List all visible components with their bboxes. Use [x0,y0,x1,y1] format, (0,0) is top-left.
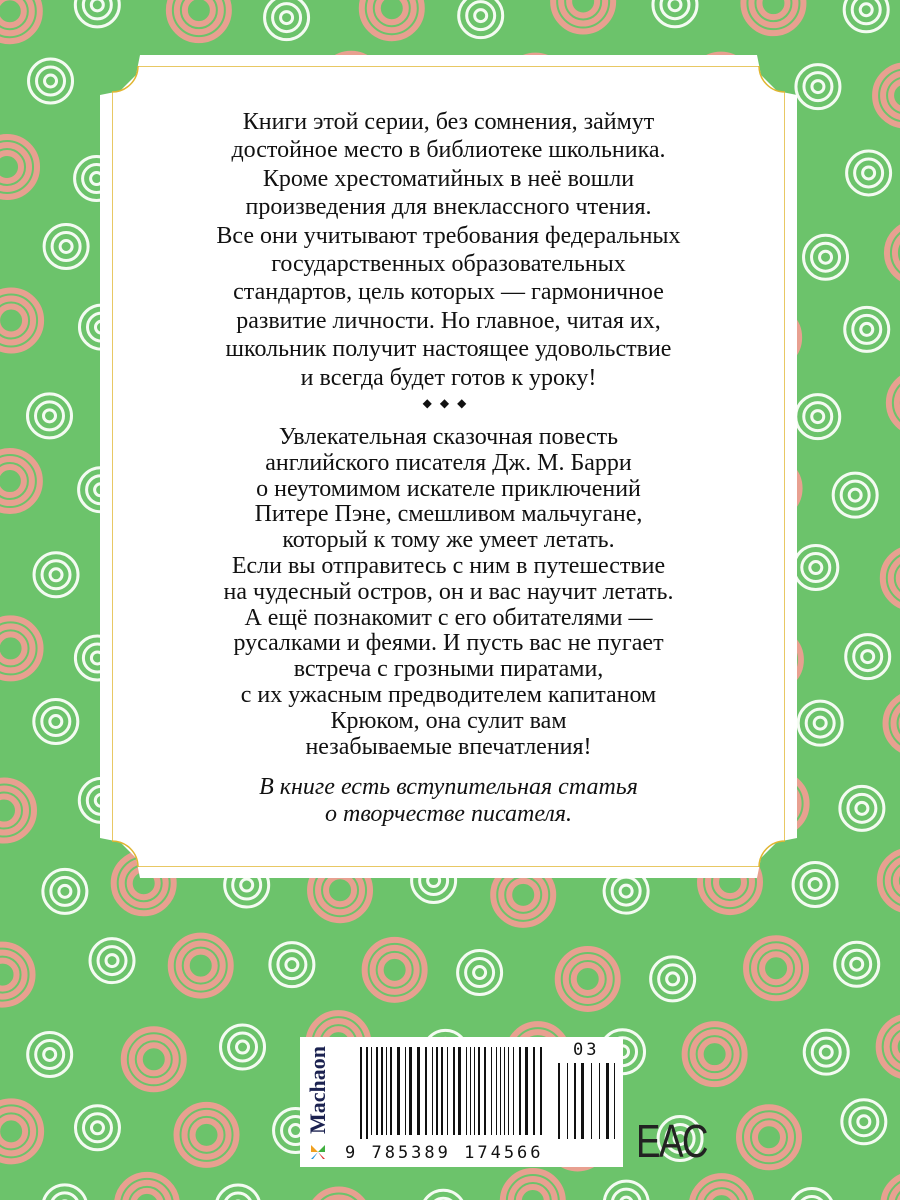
barcode-bar [513,1047,514,1135]
barcode-bar [441,1047,443,1135]
pink-swirl [896,867,900,895]
white-swirl [229,1033,257,1061]
addon-bar [558,1063,560,1139]
text-line: на чудесный остров, он и вас научит летать. [223,578,674,605]
barcode-bar [417,1047,420,1135]
pink-swirl [708,1192,736,1200]
white-swirl [474,967,486,979]
text-line: о творчестве писателя. [325,801,572,827]
pink-swirl [519,1187,547,1200]
white-swirl [237,1041,249,1053]
text-line: А ещё познакомит с его обитателями — [244,604,653,631]
addon-bar [581,1063,584,1139]
barcode-bar [447,1047,448,1135]
barcode-bar [436,1047,438,1135]
white-swirl [241,879,253,891]
text-line: Книги этой серии, без сомнения, займут [242,109,655,135]
white-swirl [812,411,824,423]
white-swirl [51,1193,79,1200]
barcode-bar [484,1047,486,1135]
barcode [360,1047,615,1139]
white-swirl [36,402,64,430]
text-line: школьник получит настоящее удовольствие [225,336,672,363]
white-swirl [820,251,832,263]
pink-swirl [895,231,900,275]
white-swirl [620,885,632,897]
pink-swirl [0,797,18,825]
book-description [100,425,797,760]
white-swirl [861,323,873,335]
pink-swirl [0,153,21,181]
white-swirl [50,716,62,728]
barcode-bar [500,1047,501,1135]
white-swirl [467,2,495,30]
text-line: встреча с грозными пиратами, [293,656,604,683]
pink-swirl [187,952,215,980]
barcode-bar [386,1047,387,1135]
pink-swirl [0,961,17,989]
white-swirl [44,1048,56,1060]
white-swirl [820,1046,832,1058]
text-line: английского писателя Дж. М. Барри [265,449,632,476]
barcode-bar [376,1047,378,1135]
pink-swirl [0,0,24,25]
white-swirl [45,75,57,87]
white-swirl [98,947,126,975]
white-swirl [851,958,863,970]
barcode-bar [453,1047,455,1135]
text-line: Кроме хрестоматийных в неё вошли [262,165,635,192]
pink-swirl [326,876,354,904]
addon-bar [599,1063,600,1139]
barcode-bar [504,1047,505,1135]
white-swirl [798,1196,826,1200]
white-swirl [804,403,832,431]
barcode-bar [371,1047,372,1135]
addon-bar [567,1063,568,1139]
barcode-bar [366,1047,368,1139]
pink-swirl [762,954,790,982]
barcode-bar [474,1047,475,1135]
white-swirl [612,877,640,905]
barcode-bar [466,1047,467,1135]
text-line: и всегда будет готов к уроку! [300,364,597,391]
barcode-bar [508,1047,509,1135]
white-swirl [853,315,881,343]
white-swirl [106,955,118,967]
white-swirl [854,643,882,671]
white-swirl [806,709,834,737]
pink-swirl [895,1033,900,1061]
barcode-bar [458,1047,461,1135]
text-line: Все они учитывают требования федеральных [216,222,681,249]
diamond-separator: ◆◆◆ [422,396,475,410]
white-swirl [849,489,861,501]
pink-swirl [193,1121,221,1149]
pink-swirl [381,956,409,984]
white-swirl [848,794,876,822]
barcode-bar [425,1047,427,1135]
white-swirl [52,232,80,260]
publisher-butterfly-icon [311,1145,325,1159]
white-swirl [91,0,103,11]
text-line: незабываемые впечатления! [305,733,592,760]
pink-swirl [569,0,597,16]
barcode-bar [470,1047,471,1135]
pink-swirl [0,467,24,495]
white-swirl [802,554,830,582]
white-swirl [475,10,487,22]
text-line: произведения для внеклассного чтения. [245,194,652,221]
white-swirl [843,950,871,978]
white-swirl [669,0,681,11]
pink-swirl [759,0,787,17]
pink-swirl [574,965,602,993]
white-swirl [42,708,70,736]
white-swirl [858,1116,870,1128]
series-description [100,108,797,392]
introduction-note [100,774,797,828]
white-swirl [790,1188,834,1200]
white-swirl [42,561,70,589]
barcode-bar [519,1047,521,1135]
white-swirl [50,569,62,581]
white-swirl [667,973,679,985]
white-swirl [83,1114,111,1142]
white-swirl [804,73,832,101]
white-swirl [36,1040,64,1068]
pink-swirl [0,1117,25,1145]
barcode-addon: 03 [573,1040,600,1060]
pink-swirl [378,0,406,22]
white-swirl [37,67,65,95]
white-swirl [265,0,309,40]
eac-mark: EAC [636,1115,707,1167]
white-swirl [812,1038,840,1066]
pink-swirl [185,0,213,24]
text-line: Увлекательная сказочная повесть [278,424,619,450]
white-swirl [60,240,72,252]
text-line: который к тому же умеет летать. [282,527,615,554]
addon-bar [614,1063,615,1139]
text-line: с их ужасным предводителем капитаном [240,681,657,708]
barcode-bar [533,1047,535,1135]
addon-bar [591,1063,592,1139]
barcode-bar [360,1047,362,1139]
white-swirl [841,481,869,509]
white-swirl [224,1193,252,1200]
pink-swirl [133,1191,161,1200]
white-swirl [856,802,868,814]
pink-swirl [140,1045,168,1073]
white-swirl [812,243,840,271]
addon-bar [574,1063,576,1139]
pink-swirl [509,881,537,909]
white-swirl [810,562,822,574]
pink-swirl [0,306,25,334]
barcode-bar [491,1047,492,1135]
text-line: развитие личности. Но главное, читая их, [236,307,661,334]
white-swirl [659,965,687,993]
text-line: Крюком, она сулит вам [330,707,567,734]
white-swirl [812,81,824,93]
barcode-bar [381,1047,383,1135]
text-line: государственных образовательных [271,251,626,278]
white-swirl [466,959,494,987]
pink-swirl [891,81,900,109]
barcode-bar [540,1047,542,1135]
text-line: Питере Пэне, смешливом мальчугане, [254,501,643,528]
white-swirl [286,959,298,971]
text-line: о неутомимом искателе приключений [256,475,641,502]
pink-swirl [0,634,25,662]
text-line: стандартов, цель которых — гармоничное [233,279,664,306]
barcode-bar [409,1047,412,1135]
white-swirl [862,651,874,663]
white-swirl [273,4,301,32]
text-line: Если вы отправитесь с ним в путешествие [231,552,666,579]
white-swirl [850,1108,878,1136]
white-swirl [809,878,821,890]
white-swirl [278,951,306,979]
white-swirl [801,870,829,898]
barcode-bar [405,1047,406,1135]
pink-swirl [701,1040,729,1068]
barcode-bar [525,1047,528,1135]
white-swirl [91,1122,103,1134]
white-swirl [814,717,826,729]
white-swirl [863,167,875,179]
addon-bar [606,1063,609,1139]
barcode-bar [478,1047,480,1135]
white-swirl [59,885,71,897]
barcode-bar [432,1047,433,1135]
text-line: достойное место в библиотеке школьника. [231,137,666,164]
barcode-bar [496,1047,497,1135]
pink-swirl [0,0,32,33]
publisher-logo: Machaon [305,1046,330,1134]
white-swirl [44,410,56,422]
white-swirl [860,4,872,16]
white-swirl [281,12,293,24]
text-line: русалками и феями. И пусть вас не пугает [233,630,664,657]
pink-swirl [755,1123,783,1151]
white-swirl [51,877,79,905]
barcode-bar [390,1047,392,1135]
text-line: В книге есть вступительная статья [259,774,638,800]
white-swirl [855,159,883,187]
isbn-number: 9 785389 174566 [345,1143,544,1163]
white-swirl [459,0,503,38]
barcode-bar [397,1047,400,1135]
